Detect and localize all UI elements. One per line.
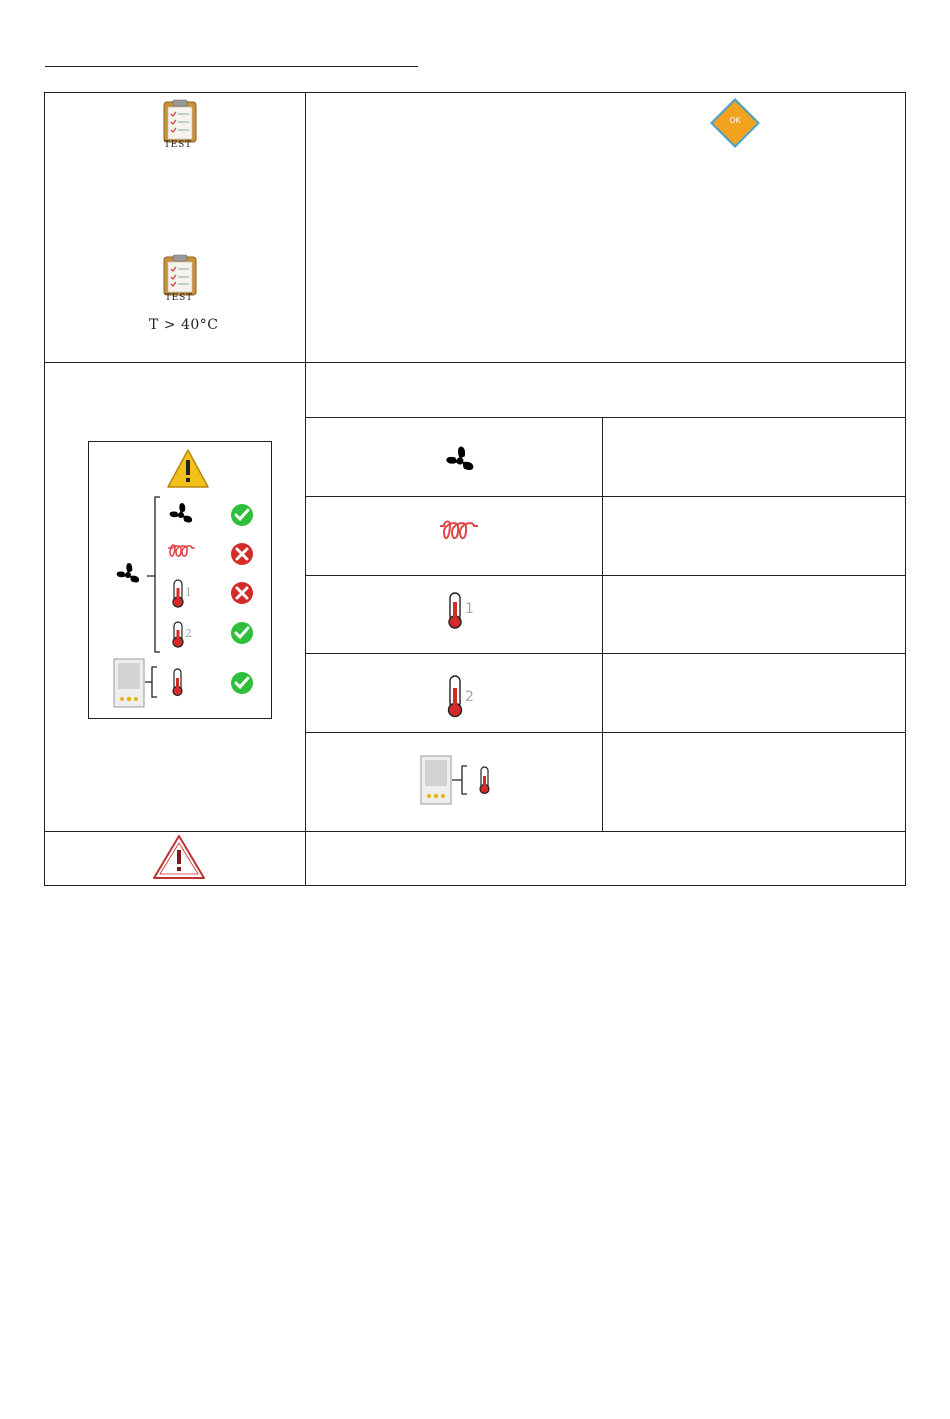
row-divider	[45, 831, 905, 832]
temperature-condition: T > 40°C	[149, 317, 219, 333]
test-icon-high-temp[interactable]	[160, 253, 200, 307]
ok-button[interactable]	[709, 97, 761, 149]
ok-button-label: OK	[729, 116, 741, 125]
legend-divider	[306, 417, 906, 418]
legend-divider	[306, 496, 906, 497]
thermometer-index: 1	[465, 601, 474, 617]
thermometer-index: 1	[185, 586, 192, 599]
thermometer-index: 2	[185, 627, 192, 640]
section-heading-rule	[45, 66, 418, 67]
test-icon-caption: TEST	[165, 293, 193, 303]
row-divider	[45, 362, 905, 363]
test-icon[interactable]	[160, 98, 200, 154]
legend-divider	[306, 653, 906, 654]
legend-column-divider	[602, 417, 603, 831]
legend-divider	[306, 732, 906, 733]
test-icon-caption: TEST	[164, 140, 192, 150]
test-result-screen	[88, 441, 272, 719]
column-divider	[305, 93, 306, 885]
legend-divider	[306, 575, 906, 576]
thermometer-index: 2	[465, 689, 474, 705]
